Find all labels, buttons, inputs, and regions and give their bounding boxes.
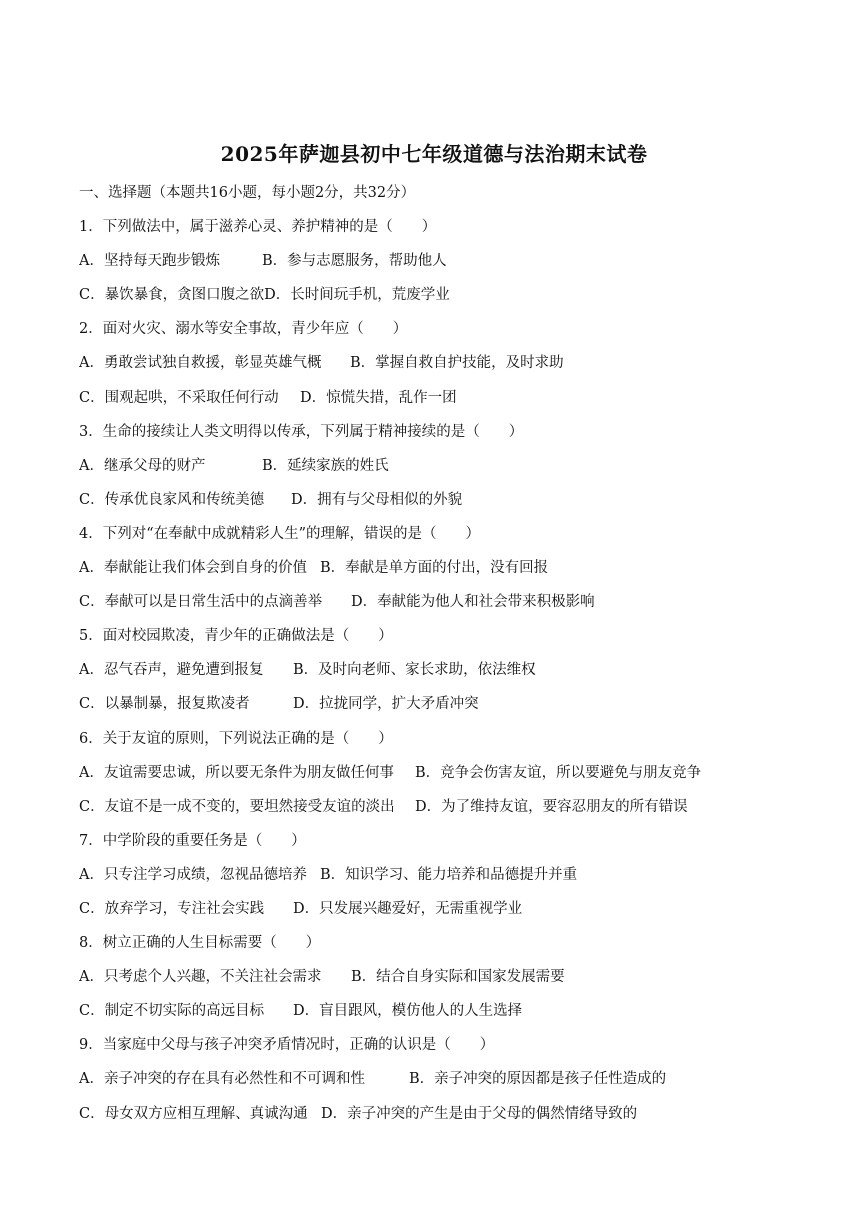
question-stem: 6．关于友谊的原则，下列说法正确的是（ ） bbox=[79, 730, 393, 747]
option-row bbox=[79, 449, 839, 483]
option-d: D．长时间玩手机，荒废学业 bbox=[264, 287, 450, 304]
option-c: C．奉献可以是日常生活中的点滴善举 bbox=[79, 594, 323, 611]
option-b: B．知识学习、能力培养和品德提升并重 bbox=[320, 866, 578, 883]
option-a: A．继承父母的财产 bbox=[79, 457, 206, 474]
option-a: A．只考虑个人兴趣，不关注社会需求 bbox=[79, 969, 322, 986]
question-stem: 4．下列对“在奉献中成就精彩人生”的理解，错误的是（ ） bbox=[79, 525, 481, 542]
option-row bbox=[79, 483, 839, 517]
option-c: C．母女双方应相互理解、真诚沟通 bbox=[79, 1105, 308, 1122]
option-b: B．掌握自救自护技能，及时求助 bbox=[350, 355, 564, 372]
option-a: A．友谊需要忠诚，所以要无条件为朋友做任何事 bbox=[79, 764, 394, 781]
question-stem: 8．树立正确的人生目标需要（ ） bbox=[79, 935, 321, 952]
option-row bbox=[79, 585, 839, 619]
option-row bbox=[79, 858, 839, 892]
option-a: A．勇敢尝试独自救援，彰显英雄气概 bbox=[79, 355, 322, 372]
option-b: B．及时向老师、家长求助，依法维权 bbox=[293, 662, 536, 679]
option-c: C．放弃学习，专注社会实践 bbox=[79, 900, 265, 917]
question-stem: 9．当家庭中父母与孩子冲突矛盾情况时，正确的认识是（ ） bbox=[79, 1037, 495, 1054]
option-a: A．亲子冲突的存在具有必然性和不可调和性 bbox=[79, 1071, 365, 1088]
option-d: D．拉拢同学，扩大矛盾冲突 bbox=[293, 696, 479, 713]
question-stem: 3．生命的接续让人类文明得以传承，下列属于精神接续的是（ ） bbox=[79, 423, 524, 440]
option-b: B．奉献是单方面的付出，没有回报 bbox=[320, 560, 549, 577]
option-c: C．以暴制暴，报复欺凌者 bbox=[79, 696, 250, 713]
section-heading: 一、选择题（本题共16小题，每小题2分，共32分） bbox=[79, 185, 416, 201]
option-c: C．制定不切实际的高远目标 bbox=[79, 1003, 265, 1020]
option-d: D．奉献能为他人和社会带来积极影响 bbox=[351, 594, 595, 611]
option-row bbox=[79, 551, 839, 585]
option-row bbox=[79, 1097, 839, 1131]
option-c: C．暴饮暴食，贪图口腹之欲 bbox=[79, 287, 265, 304]
option-a: A．只专注学习成绩，忽视品德培养 bbox=[79, 866, 307, 883]
option-b: B．结合自身实际和国家发展需要 bbox=[351, 969, 565, 986]
option-row bbox=[79, 278, 839, 312]
option-a: A．忍气吞声，避免遭到报复 bbox=[79, 662, 264, 679]
option-a: A．奉献能让我们体会到自身的价值 bbox=[79, 560, 307, 577]
option-row bbox=[79, 790, 839, 824]
option-d: D．拥有与父母相似的外貌 bbox=[291, 491, 463, 508]
exam-content bbox=[79, 176, 839, 1131]
question-stem: 7．中学阶段的重要任务是（ ） bbox=[79, 832, 306, 849]
option-row bbox=[79, 892, 839, 926]
question-stem: 5．面对校园欺凌，青少年的正确做法是（ ） bbox=[79, 628, 393, 645]
option-d: D．亲子冲突的产生是由于父母的偶然情绪导致的 bbox=[321, 1105, 638, 1122]
option-row bbox=[79, 381, 839, 415]
question-stem: 2．面对火灾、溺水等安全事故，青少年应（ ） bbox=[79, 321, 408, 338]
option-row bbox=[79, 756, 839, 790]
option-b: B．延续家族的姓氏 bbox=[262, 457, 389, 474]
option-d: D．为了维持友谊，要容忍朋友的所有错误 bbox=[415, 798, 688, 815]
option-row bbox=[79, 687, 839, 721]
option-row bbox=[79, 653, 839, 687]
question-stem: 1．下列做法中，属于滋养心灵、养护精神的是（ ） bbox=[79, 219, 437, 236]
option-c: C．传承优良家风和传统美德 bbox=[79, 491, 265, 508]
option-c: C．友谊不是一成不变的，要坦然接受友谊的淡出 bbox=[79, 798, 395, 815]
option-d: D．惊慌失措，乱作一团 bbox=[300, 389, 457, 406]
option-row bbox=[79, 960, 839, 994]
option-d: D．盲目跟风，模仿他人的人生选择 bbox=[293, 1003, 523, 1020]
option-row bbox=[79, 994, 839, 1028]
option-c: C．围观起哄，不采取任何行动 bbox=[79, 389, 279, 406]
option-b: B．亲子冲突的原因都是孩子任性造成的 bbox=[409, 1071, 667, 1088]
exam-title: 2025年萨迦县初中七年级道德与法治期末试卷 bbox=[220, 142, 648, 166]
option-row bbox=[79, 346, 839, 380]
option-a: A．坚持每天跑步锻炼 bbox=[79, 253, 220, 270]
option-row bbox=[79, 1062, 839, 1096]
option-b: B．参与志愿服务，帮助他人 bbox=[262, 253, 447, 270]
option-d: D．只发展兴趣爱好，无需重视学业 bbox=[293, 900, 523, 917]
option-b: B．竞争会伤害友谊，所以要避免与朋友竞争 bbox=[415, 764, 702, 781]
option-row bbox=[79, 244, 839, 278]
